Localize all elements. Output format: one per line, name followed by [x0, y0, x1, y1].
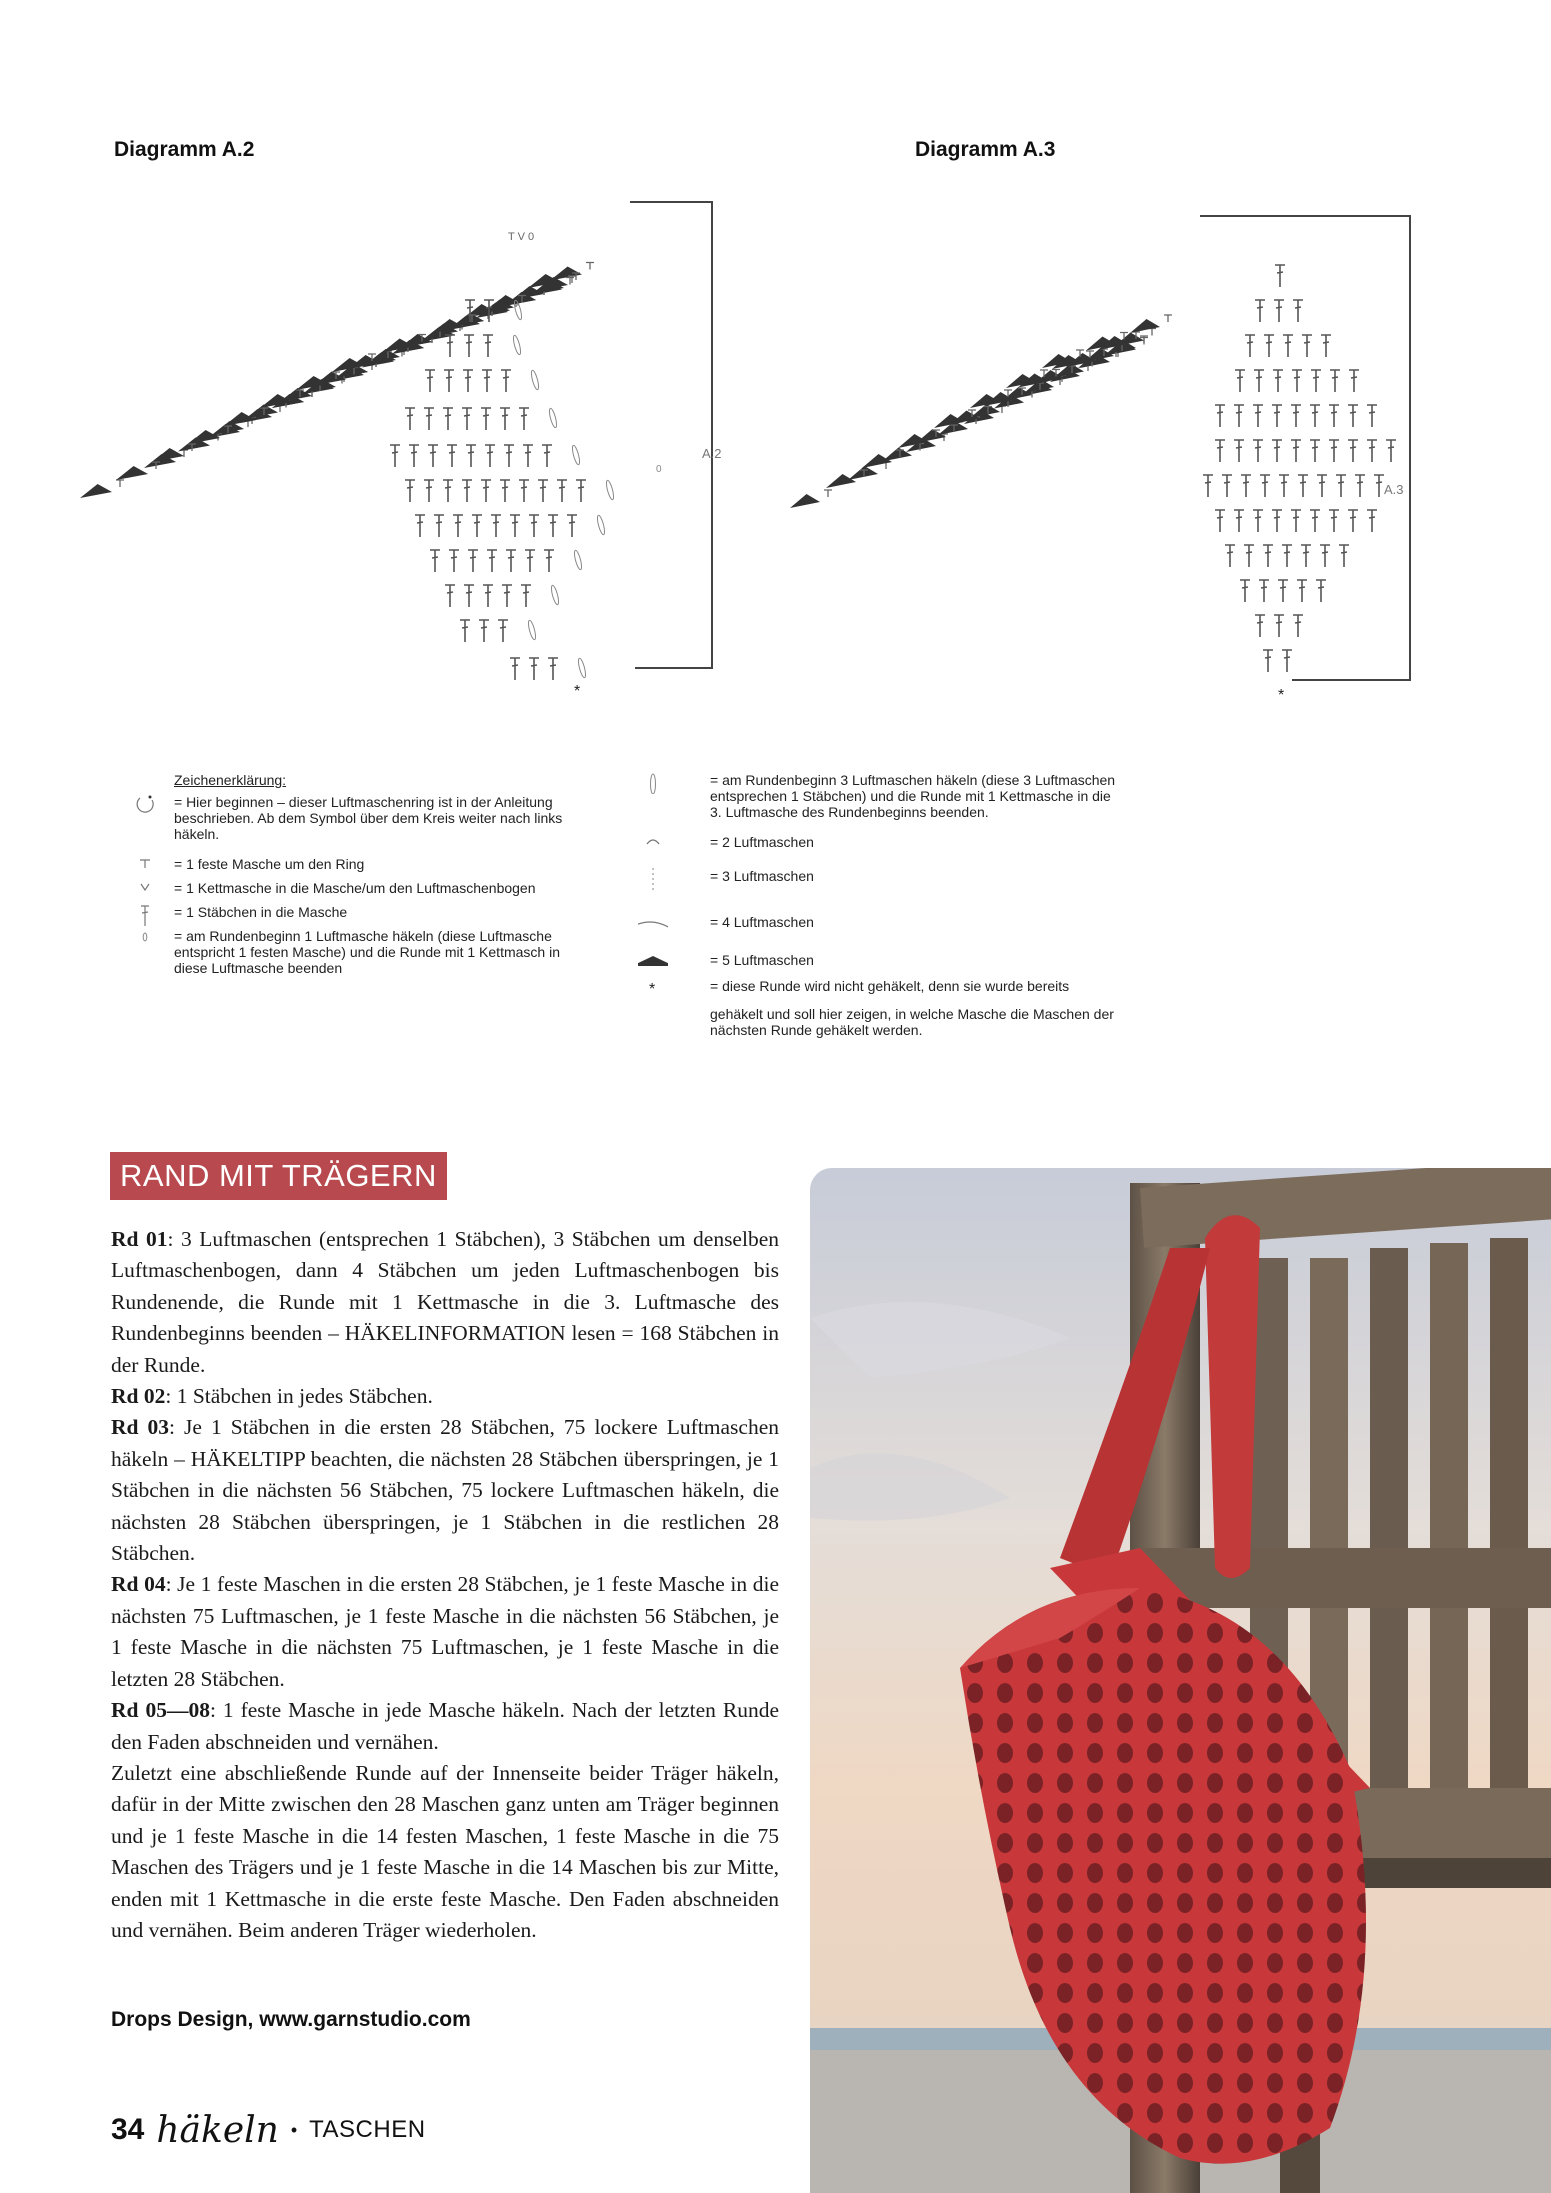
chain-4-icon: [638, 914, 668, 934]
double-crochet-icon: [1317, 475, 1327, 497]
legend-row: gehäkelt und soll hier zeigen, in welche Masche die Maschen der nächsten Runde gehäkelt werden.: [710, 1006, 1114, 1038]
chain-5-icon: [790, 494, 820, 508]
double-crochet-icon: [525, 550, 535, 572]
legend-right: [649, 772, 1120, 1046]
single-crochet-icon: [116, 480, 124, 487]
legend-row: = 4 Luftmaschen: [710, 914, 1120, 930]
double-crochet-icon: [1282, 650, 1292, 672]
double-crochet-icon: [1272, 510, 1282, 532]
round-start-1ch-icon: [130, 928, 160, 948]
double-crochet-icon: [500, 408, 510, 430]
double-crochet-icon: [462, 480, 472, 502]
instruction-paragraph: Rd 03: Je 1 Stäbchen in die ersten 28 Stäbchen, 75 lockere Luftmaschen häkeln – HÄKELTIPP beachten, die nächsten 28 Stäbchen überspringen, je 1 Stäbchen in die nächsten 56 Stäbchen, 75 lockere Luftmaschen häkeln, die nächsten 28 Stäbchen überspringen, je 1 Stäbchen in die restlichen 28 Stäbchen.: [111, 1415, 779, 1566]
double-crochet-icon: [548, 515, 558, 537]
double-crochet-icon: [1310, 405, 1320, 427]
double-crochet-icon: [557, 480, 567, 502]
double-crochet-icon: [1339, 545, 1349, 567]
double-crochet-icon: [1348, 405, 1358, 427]
double-crochet-icon: [1310, 440, 1320, 462]
legend-row: = 2 Luftmaschen: [710, 834, 1120, 850]
double-crochet-icon: [1274, 300, 1284, 322]
double-crochet-icon: [1259, 580, 1269, 602]
double-crochet-icon: [523, 445, 533, 467]
double-crochet-icon: [1234, 440, 1244, 462]
double-crochet-icon: [425, 370, 435, 392]
round-start-3ch-icon: [527, 620, 537, 641]
round-start-3ch-icon: [596, 515, 606, 536]
page-number: 34: [111, 2113, 145, 2146]
double-crochet-icon: [1297, 580, 1307, 602]
double-crochet-icon: [1374, 475, 1384, 497]
double-crochet-icon: [428, 445, 438, 467]
double-crochet-icon: [491, 515, 501, 537]
double-crochet-icon: [1264, 335, 1274, 357]
legend-row: * = diese Runde wird nicht gehäkelt, denn sie wurde bereits: [710, 978, 1120, 994]
double-crochet-icon: [519, 480, 529, 502]
chain-5-icon: [188, 430, 220, 444]
double-crochet-icon: [1274, 615, 1284, 637]
double-crochet-icon: [510, 658, 520, 680]
double-crochet-icon: [1244, 545, 1254, 567]
double-crochet-icon: [1279, 475, 1289, 497]
double-crochet-icon: [1367, 510, 1377, 532]
double-crochet-icon: [1225, 545, 1235, 567]
round-start-3ch-icon: [638, 772, 668, 792]
double-crochet-icon: [544, 550, 554, 572]
double-crochet-icon: [1293, 300, 1303, 322]
double-crochet-icon: [1203, 475, 1213, 497]
double-crochet-icon: [1298, 475, 1308, 497]
design-credit: Drops Design, www.garnstudio.com: [111, 2008, 471, 2031]
double-crochet-icon: [1367, 405, 1377, 427]
double-crochet-icon: [1253, 440, 1263, 462]
asterisk-icon: [638, 978, 668, 998]
double-crochet-icon: [1310, 510, 1320, 532]
diagram-a2-top-symbol: T V 0: [508, 231, 535, 243]
single-crochet-icon: [586, 263, 594, 270]
legend-title: Zeichenerklärung:: [174, 772, 287, 788]
double-crochet-icon: [1278, 580, 1288, 602]
double-crochet-icon: [1291, 405, 1301, 427]
instruction-paragraph: Zuletzt eine abschließende Runde auf der Innenseite beider Träger häkeln, dafür in der Mitte zwischen den 28 Maschen ganz unten am Träger beginnen und je 1 feste Masche in die 14 festen Maschen, 1 feste Masche in die 75 Maschen des Trägers und je 1 feste Masche in die 14 Maschen bis zur Mitte, enden mit 1 Kettmasche in die erste feste Masche. Den Faden abschneiden und vernähen. Beim anderen Träger wiederholen.: [111, 1760, 779, 1942]
double-crochet-icon: [481, 408, 491, 430]
double-crochet-icon: [430, 550, 440, 572]
chain-5-icon: [80, 484, 112, 498]
instruction-paragraph: Rd 02: 1 Stäbchen in jedes Stäbchen.: [111, 1384, 433, 1409]
double-crochet-icon: [542, 445, 552, 467]
double-crochet-icon: [1255, 615, 1265, 637]
double-crochet-icon: [443, 480, 453, 502]
double-crochet-icon: [483, 585, 493, 607]
double-crochet-icon: [424, 480, 434, 502]
double-crochet-icon: [1215, 510, 1225, 532]
legend-row: = Hier beginnen – dieser Luftmaschenring ist in der Anleitung beschrieben. Ab dem Symbol über dem Kreis weiter nach links häkeln.: [174, 794, 594, 842]
double-crochet-icon: [409, 445, 419, 467]
chain-5-icon: [638, 952, 668, 972]
legend-row: = am Rundenbeginn 3 Luftmaschen häkeln (diese 3 Luftmaschen entsprechen 1 Stäbchen) und die Runde mit 1 Kettmasche in die 3. Luftmasche des Rundenbeginns beenden.: [710, 772, 1120, 820]
double-crochet-icon: [1301, 545, 1311, 567]
double-crochet-icon: [500, 480, 510, 502]
double-crochet-icon: [1240, 580, 1250, 602]
instruction-paragraph: Rd 05—08: 1 feste Masche in jede Masche häkeln. Nach der letzten Runde den Faden abschneiden und vernähen.: [111, 1698, 780, 1754]
double-crochet-icon: [464, 585, 474, 607]
double-crochet-icon: [1302, 335, 1312, 357]
double-crochet-icon: [506, 550, 516, 572]
double-crochet-icon: [1245, 335, 1255, 357]
double-crochet-icon: [405, 480, 415, 502]
double-crochet-icon: [1336, 475, 1346, 497]
asterisk-icon: *: [1278, 687, 1285, 704]
diagram-a3: [790, 200, 1430, 720]
single-crochet-icon: [566, 278, 574, 285]
double-crochet-icon: [1235, 370, 1245, 392]
legend-row: = 5 Luftmaschen: [710, 952, 1120, 968]
double-crochet-icon: [1291, 510, 1301, 532]
double-crochet-icon: [1348, 440, 1358, 462]
double-crochet-icon: [445, 335, 455, 357]
double-crochet-icon: [519, 408, 529, 430]
double-crochet-icon: [1272, 440, 1282, 462]
double-crochet-icon: [483, 335, 493, 357]
double-crochet-icon: [1234, 510, 1244, 532]
chain-2-icon: [638, 834, 668, 854]
double-crochet-icon: [1215, 405, 1225, 427]
double-crochet-icon: [1272, 405, 1282, 427]
legend-row: = 3 Luftmaschen: [710, 868, 1120, 884]
legend-row: = am Rundenbeginn 1 Luftmasche häkeln (diese Luftmasche entspricht 1 festen Masche) und die Runde mit 1 Kettmasch in diese Luftmasche beenden: [174, 928, 594, 976]
legend-left: [174, 772, 594, 984]
double-crochet-icon: [502, 585, 512, 607]
double-crochet-icon: [510, 515, 520, 537]
single-crochet-icon: [824, 490, 832, 497]
circle-start-icon: [130, 794, 160, 814]
double-crochet-icon: [1349, 370, 1359, 392]
double-crochet-icon: [1273, 370, 1283, 392]
double-crochet-icon: [529, 658, 539, 680]
double-crochet-icon: [1253, 510, 1263, 532]
page-footer: [111, 2108, 426, 2152]
diagram-a2: [70, 190, 750, 730]
section-title: RAND MIT TRÄGERN: [110, 1152, 447, 1200]
round-start-3ch-icon: [577, 658, 587, 679]
double-crochet-icon: [466, 445, 476, 467]
instruction-paragraph: Rd 01: 3 Luftmaschen (entsprechen 1 Stäbchen), 3 Stäbchen um denselben Luftmaschenbogen, dann 4 Stäbchen um jeden Luftmaschenbogen bis Rundenende, die Runde mit 1 Kettmasche in die 3. Luftmasche des Rundenbeginns beenden – HÄKELINFORMATION lesen = 168 Stäbchen in der Runde.: [111, 1227, 779, 1377]
double-crochet-icon: [1348, 510, 1358, 532]
double-crochet-icon: [1386, 440, 1396, 462]
double-crochet-icon: [415, 515, 425, 537]
svg-text:*: *: [649, 981, 656, 998]
double-crochet-icon: [538, 480, 548, 502]
round-start-3ch-icon: [512, 335, 522, 356]
round-start-3ch-icon: [530, 370, 540, 391]
diagram-a3-label: A.3: [1384, 482, 1404, 497]
round-start-3ch-icon: [550, 585, 560, 606]
double-crochet-icon: [463, 370, 473, 392]
double-crochet-icon: [1234, 405, 1244, 427]
double-crochet-icon: [447, 445, 457, 467]
round-start-3ch-icon: [605, 480, 615, 501]
bag-photo: [810, 1168, 1551, 2193]
double-crochet-icon: [501, 370, 511, 392]
double-crochet-icon: [1282, 545, 1292, 567]
double-crochet-icon: [1367, 440, 1377, 462]
double-crochet-icon: [1316, 580, 1326, 602]
double-crochet-icon: [462, 408, 472, 430]
round-start-3ch-icon: [571, 445, 581, 466]
footer-separator: •: [290, 2119, 298, 2140]
magazine-logo: häkeln: [156, 2109, 279, 2151]
double-crochet-icon: [1254, 370, 1264, 392]
round-start-3ch-icon: [548, 408, 558, 429]
double-crochet-icon: [479, 620, 489, 642]
double-crochet-icon: [1255, 300, 1265, 322]
single-crochet-icon: [1164, 315, 1172, 322]
chain-3-icon: [638, 868, 668, 888]
chain-5-icon: [1130, 319, 1160, 333]
double-crochet-icon: [1292, 370, 1302, 392]
double-crochet-icon: [444, 370, 454, 392]
double-crochet-icon: [453, 515, 463, 537]
double-crochet-icon: [481, 480, 491, 502]
double-crochet-icon: [1329, 510, 1339, 532]
double-crochet-icon: [1222, 475, 1232, 497]
double-crochet-icon: [445, 585, 455, 607]
double-crochet-icon: [424, 408, 434, 430]
double-crochet-icon: [1329, 440, 1339, 462]
double-crochet-icon: [405, 408, 415, 430]
double-crochet-icon: [487, 550, 497, 572]
diagram-a2-mark: 0: [656, 464, 662, 475]
instruction-paragraph: Rd 04: Je 1 feste Maschen in die ersten 28 Stäbchen, je 1 feste Masche in die nächsten 75 Luftmaschen, je 1 feste Masche in die nächsten 56 Stäbchen, je 1 feste Masche in die nächsten 75 Luftmaschen, je 1 feste Masche in die letzten 28 Stäbchen.: [111, 1572, 779, 1691]
chain-5-icon: [848, 466, 878, 480]
double-crochet-icon: [443, 408, 453, 430]
double-crochet-icon: [464, 335, 474, 357]
double-crochet-icon: [1293, 615, 1303, 637]
double-crochet-icon: [548, 658, 558, 680]
double-crochet-icon: [576, 480, 586, 502]
slip-stitch-icon: [130, 880, 160, 900]
double-crochet-icon: [498, 620, 508, 642]
single-crochet-icon: [1148, 329, 1156, 336]
double-crochet-icon: [449, 550, 459, 572]
double-crochet-icon: [1355, 475, 1365, 497]
double-crochet-icon: [1283, 335, 1293, 357]
round-start-3ch-icon: [573, 550, 583, 571]
chain-5-icon: [826, 474, 856, 488]
double-crochet-icon: [1263, 650, 1273, 672]
double-crochet-icon: [485, 445, 495, 467]
legend-row: = 1 Stäbchen in die Masche: [174, 904, 594, 920]
double-crochet-icon: [434, 515, 444, 537]
double-crochet-icon: [390, 445, 400, 467]
double-crochet-icon: [529, 515, 539, 537]
double-crochet-icon: [1321, 335, 1331, 357]
double-crochet-icon: [1329, 405, 1339, 427]
instructions-text: [111, 1224, 779, 1946]
double-crochet-icon: [1260, 475, 1270, 497]
double-crochet-icon: [1263, 545, 1273, 567]
legend-row: = 1 Kettmasche in die Masche/um den Luftmaschenbogen: [174, 880, 594, 896]
chain-5-icon: [116, 466, 148, 480]
double-crochet-icon: [567, 515, 577, 537]
legend-row: = 1 feste Masche um den Ring: [174, 856, 594, 872]
footer-section: TASCHEN: [309, 2116, 426, 2143]
double-crochet-icon: [504, 445, 514, 467]
double-crochet-icon: [1215, 440, 1225, 462]
diagram-a2-title: Diagramm A.2: [114, 138, 255, 161]
diagram-a2-label: A.2: [702, 446, 722, 461]
double-crochet-icon: [1241, 475, 1251, 497]
double-crochet-icon: [482, 370, 492, 392]
double-crochet-icon: [1291, 440, 1301, 462]
double-crochet-icon: [130, 904, 160, 924]
double-crochet-icon: [472, 515, 482, 537]
double-crochet-icon: [1275, 265, 1285, 287]
double-crochet-icon: [460, 620, 470, 642]
double-crochet-icon: [468, 550, 478, 572]
single-crochet-icon: [130, 856, 160, 876]
double-crochet-icon: [1253, 405, 1263, 427]
double-crochet-icon: [1330, 370, 1340, 392]
double-crochet-icon: [1320, 545, 1330, 567]
asterisk-icon: *: [574, 683, 581, 700]
round-start-3ch-icon: [513, 300, 523, 321]
diagram-a3-title: Diagramm A.3: [915, 138, 1056, 161]
double-crochet-icon: [1311, 370, 1321, 392]
chain-5-icon: [862, 454, 892, 468]
double-crochet-icon: [521, 585, 531, 607]
